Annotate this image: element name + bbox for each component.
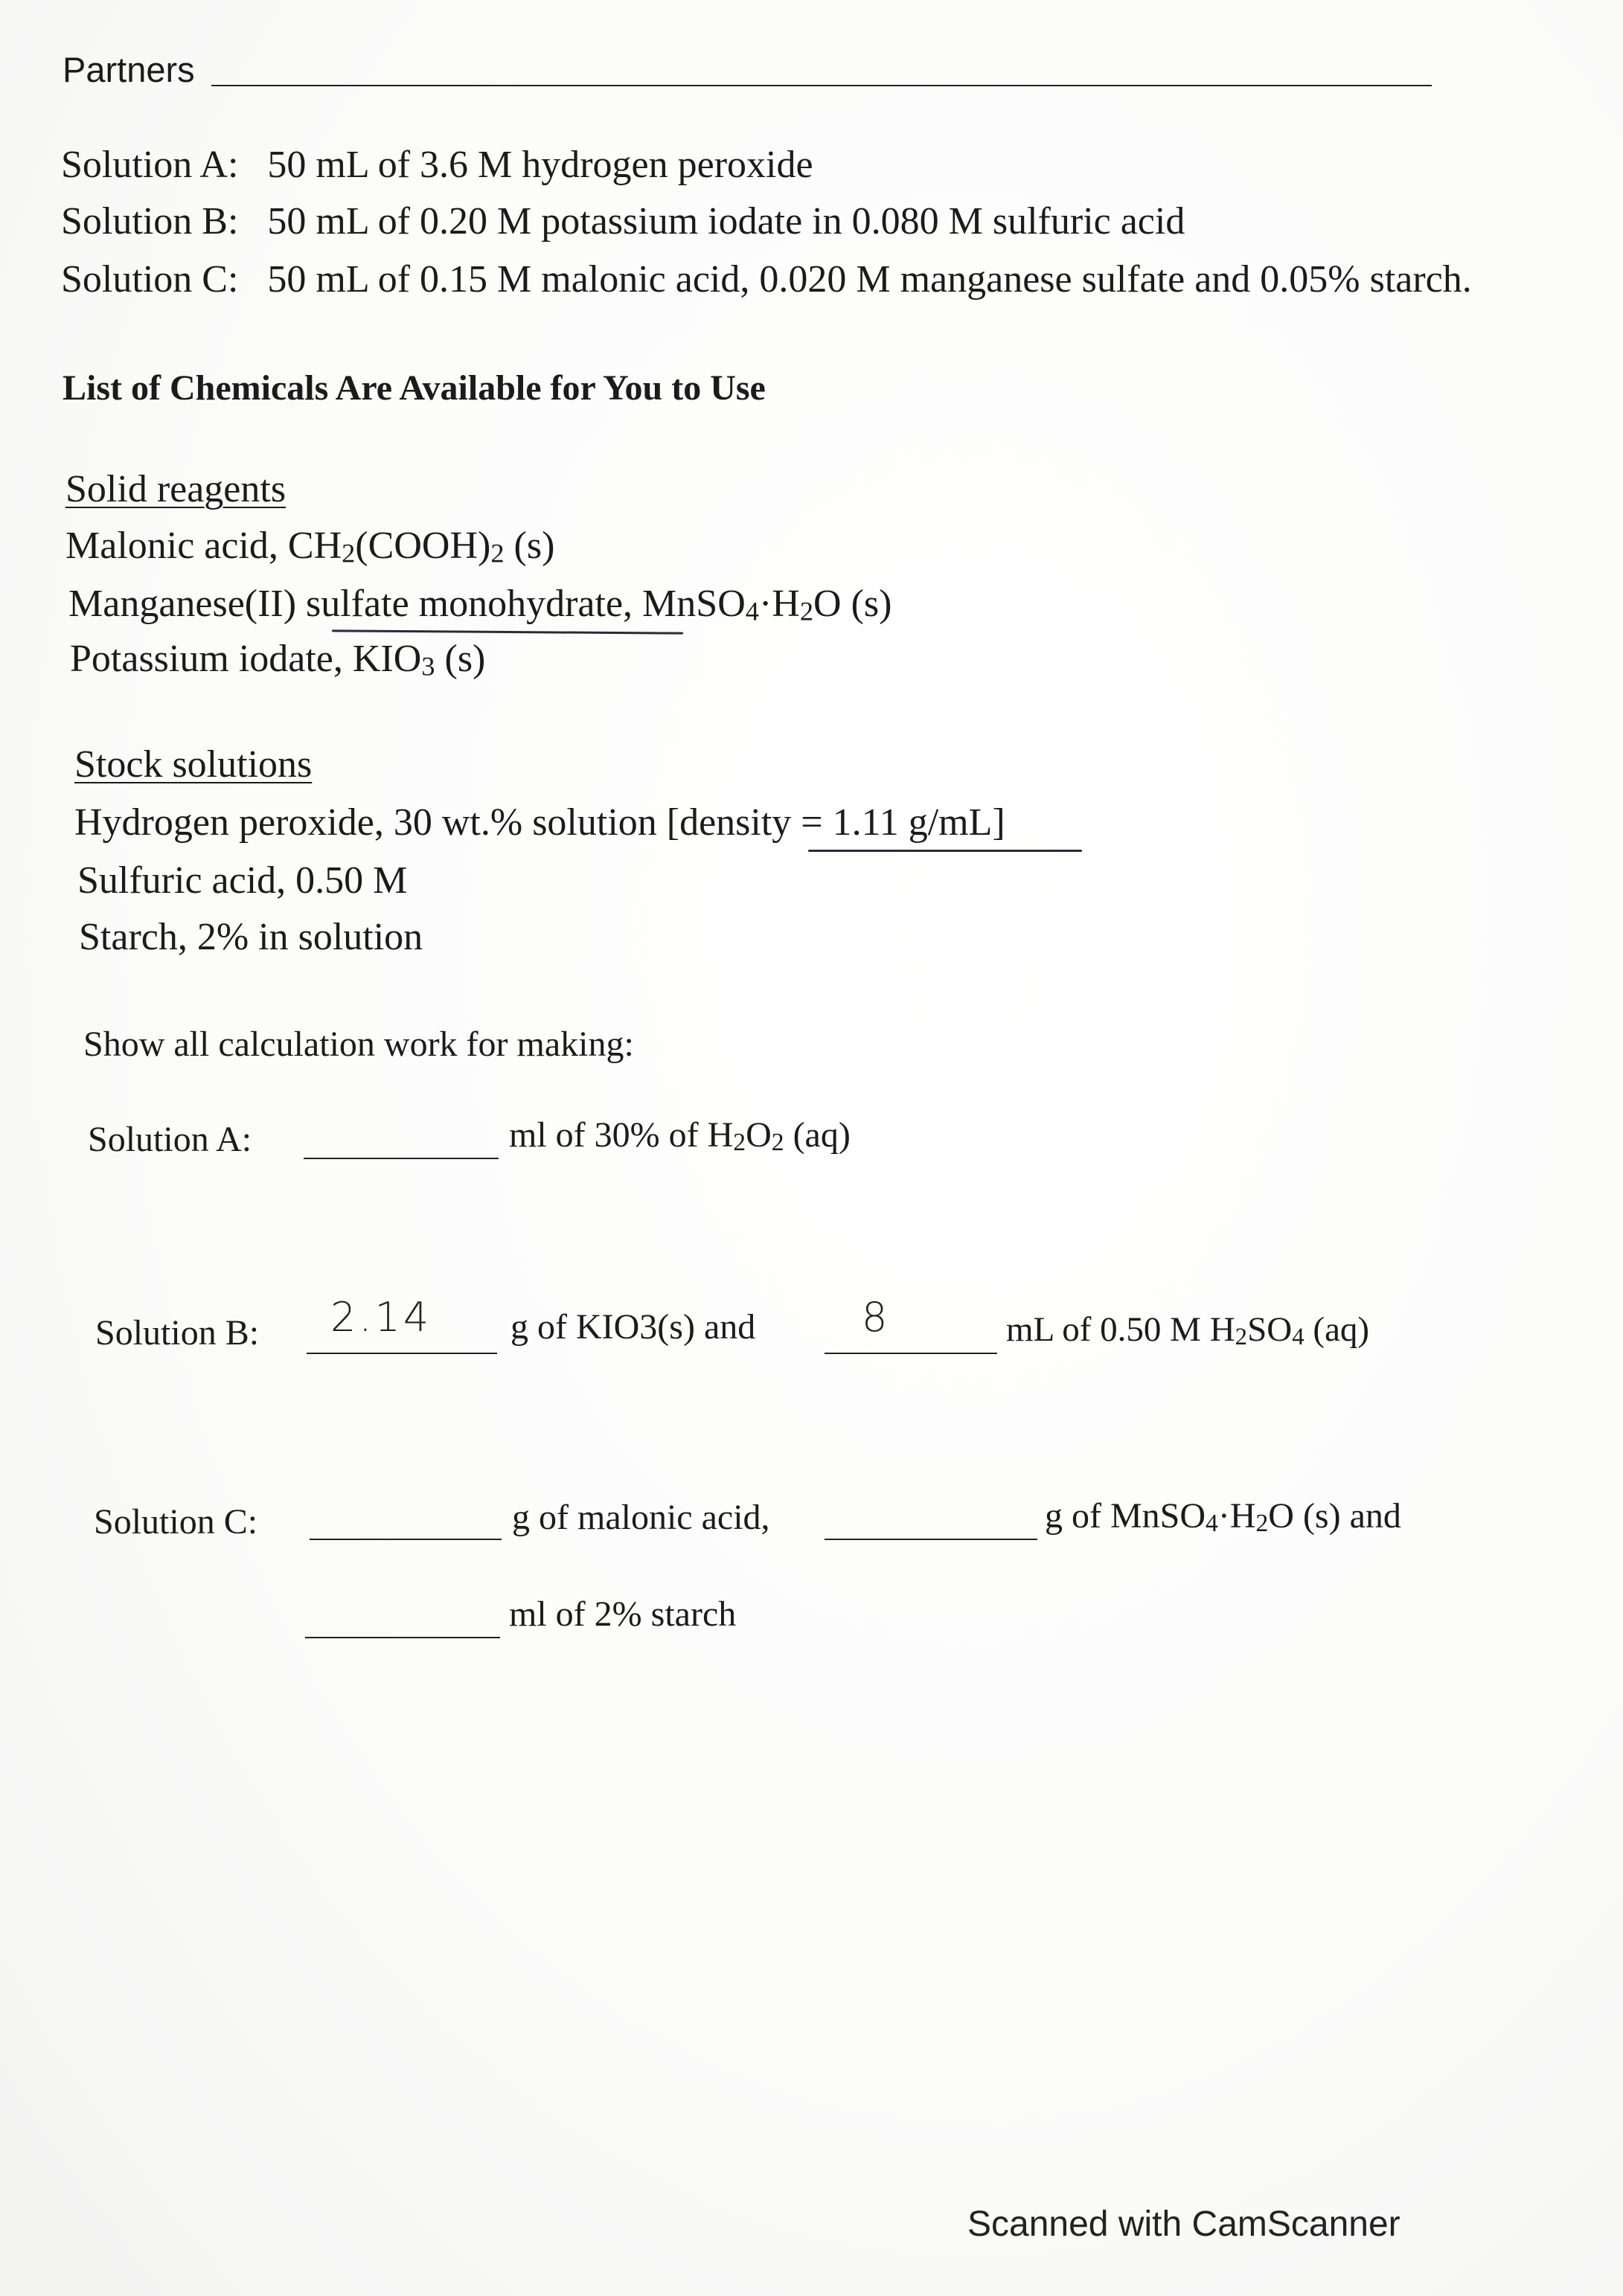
answer-a-label: Solution A:: [88, 1120, 252, 1159]
stock-item-sulfuric: Sulfuric acid, 0.50 M: [77, 859, 408, 902]
pen-underline-density: [808, 850, 1082, 852]
instruction-text: Show all calculation work for making:: [83, 1024, 634, 1064]
stock-item-starch: Starch, 2% in solution: [79, 916, 423, 958]
answer-b-unit-2: mL of 0.50 M $H_2SO_4$ (aq): [1006, 1310, 1370, 1350]
answer-b-value-kio3: 2.14: [330, 1294, 432, 1341]
solution-a-desc: 50 mL of 3.6 M hydrogen peroxide: [267, 144, 813, 186]
pen-underline-sulfate: [332, 629, 683, 634]
stock-item-peroxide: Hydrogen peroxide, 30 wt.% solution [density = 1.11 g/mL]: [74, 801, 1005, 844]
solid-item-malonic: Malonic acid, $CH_2(COOH)_2$ (s): [65, 525, 555, 568]
solution-b-row: [61, 202, 1185, 241]
partners-blank-line: [211, 85, 1432, 86]
stock-solutions-heading: Stock solutions: [74, 743, 313, 786]
solution-c-row: [61, 260, 1472, 299]
answer-a-blank[interactable]: [304, 1158, 499, 1159]
partners-label: Partners: [63, 50, 195, 89]
answer-c-blank-1[interactable]: [310, 1539, 502, 1540]
solution-b-desc: 50 mL of 0.20 M potassium iodate in 0.080 M sulfuric acid: [267, 200, 1185, 243]
solution-b-label: Solution B:: [61, 200, 239, 243]
answer-c-unit-3: ml of 2% starch: [509, 1594, 737, 1634]
chemicals-heading: List of Chemicals Are Available for You to Use: [63, 368, 766, 408]
answer-c-label: Solution C:: [94, 1502, 258, 1542]
solid-reagents-heading: Solid reagents: [65, 468, 286, 510]
solution-a-label: Solution A:: [61, 144, 239, 186]
answer-c-blank-3[interactable]: [305, 1637, 500, 1638]
answer-b-label: Solution B:: [95, 1313, 260, 1353]
solution-c-label: Solution C:: [61, 258, 239, 301]
answer-b-value-h2so4: 8: [862, 1294, 891, 1341]
solid-item-iodate: Potassium iodate, $KIO_3$ (s): [70, 638, 486, 682]
answer-c-unit-1: g of malonic acid,: [512, 1498, 770, 1537]
answer-c-unit-2: g of $MnSO_4\cdot H_2O$ (s) and: [1045, 1496, 1401, 1538]
solution-a-row: [61, 146, 813, 185]
answer-b-unit-1: g of KIO3(s) and: [510, 1307, 756, 1347]
answer-a-unit: ml of 30% of $H_2O_2$ (aq): [509, 1115, 851, 1157]
solid-item-manganese: Manganese(II) sulfate monohydrate, $MnSO_4\cdot H_2O$ (s): [68, 583, 892, 626]
answer-b-blank-1[interactable]: [307, 1353, 497, 1354]
answer-c-blank-2[interactable]: [825, 1539, 1037, 1540]
camscanner-watermark: Scanned with CamScanner: [967, 2204, 1400, 2244]
solution-c-desc: 50 mL of 0.15 M malonic acid, 0.020 M manganese sulfate and 0.05% starch.: [267, 258, 1472, 301]
answer-b-blank-2[interactable]: [825, 1353, 997, 1354]
